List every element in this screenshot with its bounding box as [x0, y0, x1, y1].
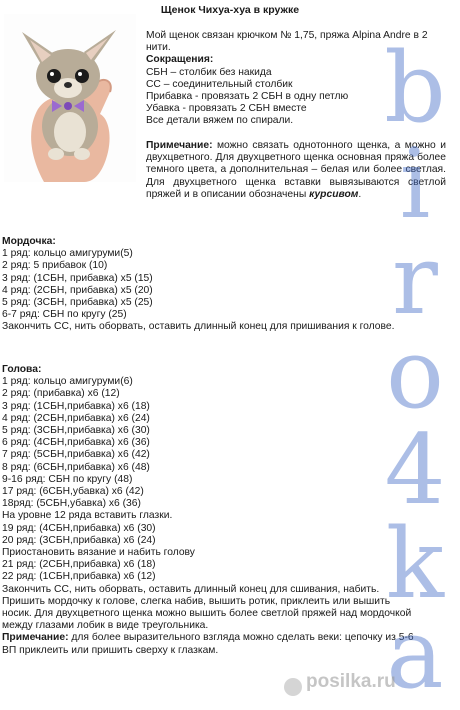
- watermark-letter: k: [385, 508, 445, 620]
- note-text: можно связать однотонного щенка, а можно и двухцветного. Для двухцветного щенка основная пряжа более темного цвета, а дополнительная – белая или более светлая. Для двухцветного щенка вставки вывязываются светлой пряжей и в описании обозначены: [146, 140, 446, 200]
- abbreviation-line: СС – соединительный столбик: [146, 78, 293, 90]
- abbreviation-line: СБН – столбик без накида: [146, 66, 272, 78]
- muzzle-section: [2, 236, 422, 334]
- head-row: 4 ряд: (2СБН,прибавка) х6 (24): [2, 412, 150, 424]
- note-paragraph: [2, 140, 446, 201]
- intro-block: [146, 30, 446, 128]
- note-label: Примечание:: [146, 140, 213, 151]
- watermark-letter: a: [386, 598, 444, 710]
- site-name: posilka.ru: [306, 671, 396, 692]
- head-row: 18ряд: (5СБН,убавка) х6 (36): [2, 498, 141, 510]
- head-row: 17 ряд: (6СБН,убавка) х6 (42): [2, 486, 144, 498]
- muzzle-row: 5 ряд: (3СБН, прибавка) х5 (25): [2, 297, 153, 309]
- head-row: 20 ряд: (3СБН,прибавка) х6 (24): [2, 534, 156, 546]
- page-title: Щенок Чихуа-хуа в кружке: [160, 4, 300, 16]
- muzzle-row: 3 ряд: (1СБН, прибавка) х5 (15): [2, 272, 153, 284]
- muzzle-row: 2 ряд: 5 прибавок (10): [2, 260, 108, 272]
- head-note-text: для более выразительного взгляда можно сделать веки: цепочку из 5-6 ВП приклеить или пришить сверху к глазкам.: [2, 632, 414, 656]
- head-heading: Голова:: [2, 364, 42, 375]
- abbreviation-line: Убавка - провязать 2 СБН вместе: [146, 103, 307, 115]
- head-note: [2, 632, 422, 656]
- watermark-letter: b: [384, 32, 446, 144]
- abbreviations-heading: Сокращения:: [146, 54, 214, 66]
- muzzle-finish: Закончить СС, нить оборвать, оставить длинный конец для пришивания к голове.: [2, 321, 395, 333]
- watermark-letter: 4: [384, 414, 446, 526]
- muzzle-row: 4 ряд: (2СБН, прибавка) х5 (20): [2, 284, 153, 296]
- head-row: 5 ряд: (3СБН,прибавка) х6 (30): [2, 425, 150, 437]
- head-row: 8 ряд: (6СБН,прибавка) х6 (48): [2, 461, 150, 473]
- head-row: 7 ряд: (5СБН,прибавка) х6 (42): [2, 449, 150, 461]
- head-section: [2, 364, 422, 657]
- muzzle-row: 6-7 ряд: СБН по кругу (25): [2, 309, 127, 321]
- watermark-letter: o: [386, 318, 444, 430]
- muzzle-row: 1 ряд: кольцо амигуруми(5): [2, 248, 133, 260]
- head-row: 6 ряд: (4СБН,прибавка) х6 (36): [2, 437, 150, 449]
- watermark-letter: i: [399, 128, 431, 240]
- head-row: 2 ряд: (прибавка) х6 (12): [2, 388, 120, 400]
- watermark-letter: r: [392, 224, 438, 336]
- site-watermark: [284, 671, 460, 698]
- abbreviation-line: Все детали вяжем по спирали.: [146, 115, 294, 127]
- head-row: 19 ряд: (4СБН,прибавка) х6 (30): [2, 522, 156, 534]
- note-italic-word: курсивом: [309, 188, 359, 200]
- yarn-hook-info: Мой щенок связан крючком № 1,75, пряжа Alpina Andre в 2 нити.: [146, 30, 428, 54]
- head-row: На уровне 12 ряда вставить глазки.: [2, 510, 173, 522]
- head-row: 22 ряд: (1СБН,прибавка) х6 (12): [2, 571, 156, 583]
- abbreviation-line: Прибавка - провязать 2 СБН в одну петлю: [146, 91, 349, 103]
- head-row: 3 ряд: (1СБН,прибавка) х6 (18): [2, 400, 150, 412]
- head-row: 21 ряд: (2СБН,прибавка) х6 (18): [2, 559, 156, 571]
- muzzle-heading: Мордочка:: [2, 236, 56, 247]
- head-row: 1 ряд: кольцо амигуруми(6): [2, 376, 133, 388]
- head-note-label: Примечание:: [2, 632, 69, 644]
- head-row: 9-16 ряд: СБН по кругу (48): [2, 473, 133, 485]
- site-logo-icon: [284, 678, 302, 696]
- head-finish: Закончить СС, нить оборвать, оставить длинный конец для сшивания, набить. Пришить мордочку к голове, слегка набив, вышить ротик, приклеить или вышить носик. Для двухцветного щенка можно вышить более светлой пряжей над мордочкой между глазами лобик в виде треугольника.: [2, 583, 412, 632]
- head-row: Приостановить вязание и набить голову: [2, 547, 195, 559]
- note-text-end: .: [358, 188, 362, 200]
